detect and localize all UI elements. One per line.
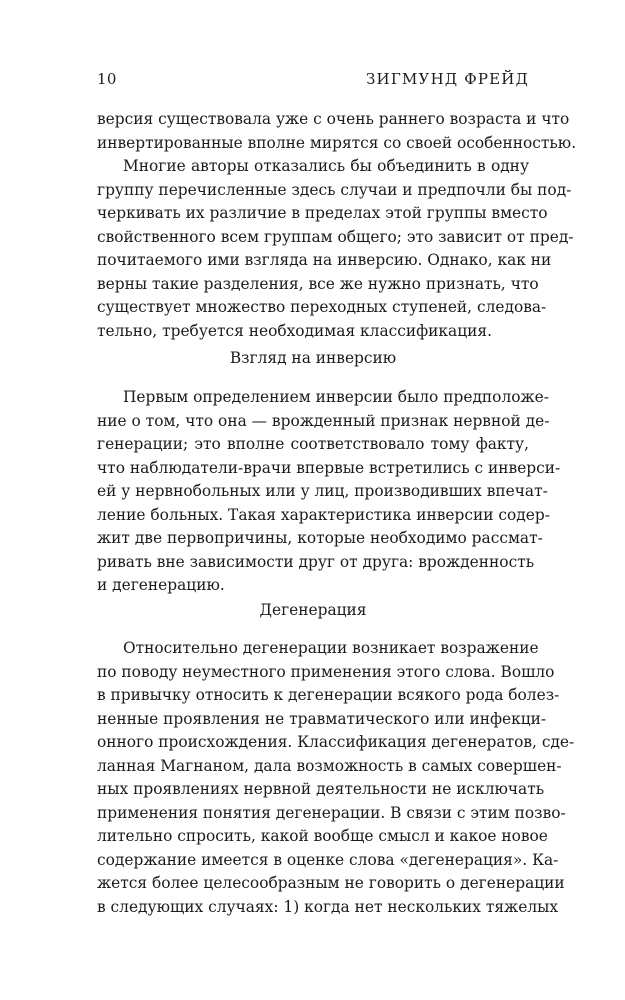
text-line: в привычку относить к дегенерации всякого рода болез- bbox=[97, 686, 560, 705]
text-line: содержание имеется в оценке слова «дегенерация». Ка- bbox=[97, 850, 559, 869]
text-line: ных проявлениях нервной деятельности не исключать bbox=[97, 780, 545, 799]
text-line: лительно спросить, какой вообще смысл и какое новое bbox=[97, 827, 548, 846]
paragraph bbox=[97, 637, 575, 920]
text-line: и дегенерацию. bbox=[97, 576, 225, 595]
text-line: ние о том, что она — врожденный признак нервной де- bbox=[97, 411, 550, 430]
text-line: тельно, требуется необходимая классификация. bbox=[97, 321, 492, 340]
text-line: генерации; это вполне соответствовало тому факту, bbox=[97, 435, 529, 454]
text-line: ей у нервнобольных или у лиц, производивших впечат- bbox=[97, 482, 548, 501]
paragraph-continuation bbox=[97, 108, 577, 155]
text-line: применения понятия дегенерации. В связи с этим позво- bbox=[97, 803, 566, 822]
page-number: 10 bbox=[97, 70, 117, 88]
text-line: черкивать их различие в пределах этой группы вместо bbox=[97, 204, 548, 223]
text-line: Первым определением инверсии было предположе- bbox=[123, 388, 549, 406]
text-line: верны такие разделения, все же нужно признать, что bbox=[97, 274, 539, 293]
text-line: онного происхождения. Классификация дегенератов, сде- bbox=[97, 733, 575, 752]
text-line: жит две первопричины, которые необходимо рассмат- bbox=[97, 529, 543, 548]
section-heading: Дегенерация bbox=[259, 601, 367, 619]
paragraph bbox=[97, 386, 561, 598]
running-head bbox=[97, 70, 529, 90]
text-line: ланная Магнаном, дала возможность в самых совершен- bbox=[97, 756, 562, 775]
text-line: что наблюдатели-врачи впервые встретились с инверси- bbox=[97, 458, 561, 477]
text-line: существует множество переходных ступеней, следова- bbox=[97, 298, 547, 317]
text-line: ненные проявления не травматического или инфекци- bbox=[97, 709, 547, 728]
text-line: Относительно дегенерации возникает возражение bbox=[123, 639, 539, 657]
text-line: почитаемого ими взгляда на инверсию. Однако, как ни bbox=[97, 251, 552, 270]
text-line: свойственного всем группам общего; это зависит от пред- bbox=[97, 227, 574, 246]
text-line: жется более целесообразным не говорить о дегенерации bbox=[97, 874, 565, 893]
text-line: ривать вне зависимости друг от друга: врожденность bbox=[97, 552, 535, 571]
text-line: инвертированные вполне мирятся со своей особенностью. bbox=[97, 133, 577, 152]
text-line: Многие авторы отказались бы объединить в одну bbox=[123, 157, 529, 175]
text-line: ление больных. Такая характеристика инверсии содер- bbox=[97, 505, 550, 524]
paragraph bbox=[97, 155, 574, 343]
text-line: группу перечисленные здесь случаи и предпочли бы под- bbox=[97, 180, 572, 199]
text-line: в следующих случаях: 1) когда нет нескольких тяжелых bbox=[97, 898, 559, 917]
text-line: версия существовала уже с очень раннего возраста и что bbox=[97, 110, 570, 128]
section-heading: Взгляд на инверсию bbox=[229, 349, 397, 367]
text-line: по поводу неуместного применения этого слова. Вошло bbox=[97, 662, 555, 681]
running-title: ЗИГМУНД ФРЕЙД bbox=[366, 70, 529, 88]
